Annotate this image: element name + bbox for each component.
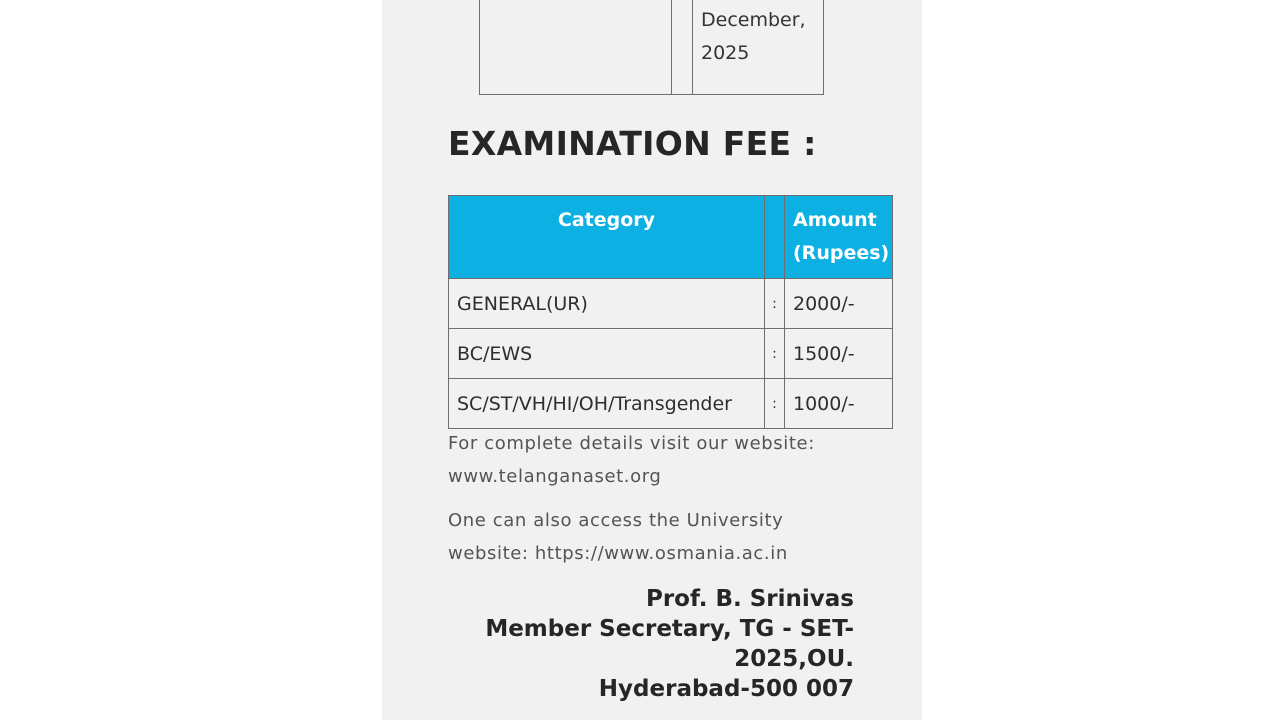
schedule-table xyxy=(479,0,824,95)
amount-header-line: (Rupees) xyxy=(793,242,890,264)
amount-cell: 1000/- xyxy=(785,379,893,429)
amount-cell: 2000/- xyxy=(785,279,893,329)
separator-column-header xyxy=(765,196,785,279)
amount-cell: 1500/- xyxy=(785,329,893,379)
category-cell: BC/EWS xyxy=(449,329,765,379)
website-link[interactable]: www.telanganaset.org xyxy=(448,466,662,487)
signatory-name: Prof. B. Srinivas xyxy=(645,586,854,612)
table-row xyxy=(480,0,824,95)
signatory-title-continued: 2025,OU. xyxy=(734,646,854,672)
website-info xyxy=(448,427,854,493)
amount-column-header xyxy=(785,196,893,279)
signatory-address: Hyderabad-500 007 xyxy=(598,676,854,702)
amount-header-line: Amount xyxy=(793,209,877,231)
university-info xyxy=(448,504,854,570)
fee-heading: EXAMINATION FEE : xyxy=(448,124,817,163)
schedule-label-cell xyxy=(480,0,672,95)
fee-table xyxy=(448,195,893,429)
category-column-header: Category xyxy=(449,196,765,279)
website-info-text: For complete details visit our website: xyxy=(448,433,815,454)
category-cell: SC/ST/VH/HI/OH/Transgender xyxy=(449,379,765,429)
schedule-value-line: 2025 xyxy=(701,42,750,64)
table-row xyxy=(449,279,893,329)
signatory-title: Member Secretary, TG - SET- xyxy=(485,616,854,642)
notification-page xyxy=(382,0,922,720)
signature-block xyxy=(434,584,854,704)
table-row xyxy=(449,379,893,429)
separator-cell: : xyxy=(765,329,785,379)
schedule-value-line: December, xyxy=(701,9,806,31)
separator-cell: : xyxy=(765,379,785,429)
university-link[interactable]: website: https://www.osmania.ac.in xyxy=(448,543,788,564)
schedule-separator-cell xyxy=(672,0,693,95)
table-row xyxy=(449,329,893,379)
university-info-text: One can also access the University xyxy=(448,510,784,531)
separator-cell: : xyxy=(765,279,785,329)
category-cell: GENERAL(UR) xyxy=(449,279,765,329)
fee-table-header xyxy=(449,196,893,279)
schedule-value-cell xyxy=(693,0,824,95)
